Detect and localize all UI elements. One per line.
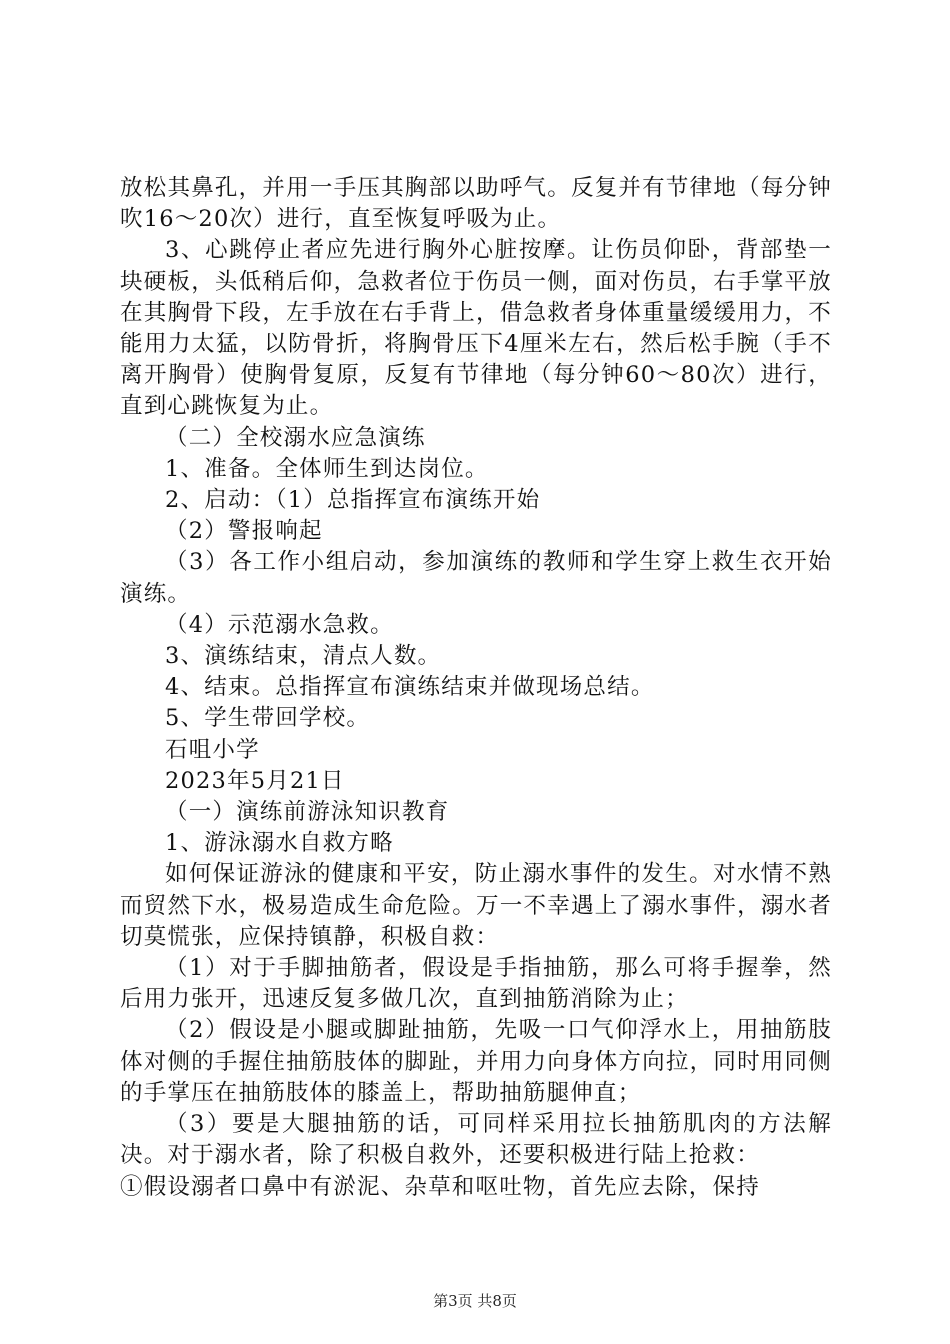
paragraph: ①假设溺者口鼻中有淤泥、杂草和呕吐物，首先应去除，保持 — [120, 1173, 760, 1200]
paragraph: （4）示范溺水急救。 — [165, 611, 394, 638]
page-footer: 第3页 共8页 — [433, 1292, 517, 1310]
paragraph: （3）各工作小组启动，参加演练的教师和学生穿上救生衣开始演练。 — [120, 549, 832, 607]
document-body — [120, 173, 832, 1203]
paragraph: （1）对于手脚抽筋者，假设是手指抽筋，那么可将手握拳，然后用力张开，迅速反复多做几次，直到抽筋消除为止； — [120, 955, 832, 1013]
school-name: 石咀小学 — [165, 736, 260, 763]
paragraph: 放松其鼻孔，并用一手压其胸部以助呼气。反复并有节律地（每分钟吹16～20次）进行，直至恢复呼吸为止。 — [120, 175, 832, 233]
paragraph: （3）要是大腿抽筋的话，可同样采用拉长抽筋肌肉的方法解决。对于溺水者，除了积极自救外，还要积极进行陆上抢救： — [120, 1111, 832, 1169]
paragraph: 如何保证游泳的健康和平安，防止溺水事件的发生。对水情不熟而贸然下水，极易造成生命危险。万一不幸遇上了溺水事件，溺水者切莫慌张，应保持镇静，积极自救： — [120, 861, 832, 950]
section-heading: （二）全校溺水应急演练 — [165, 424, 426, 451]
paragraph: 2、启动：（1）总指挥宣布演练开始 — [165, 487, 541, 514]
paragraph: （2）假设是小腿或脚趾抽筋，先吸一口气仰浮水上，用抽筋肢体对侧的手握住抽筋肢体的脚趾，并用力向身体方向拉，同时用同侧的手掌压在抽筋肢体的膝盖上，帮助抽筋腿伸直； — [120, 1017, 832, 1106]
paragraph: 1、准备。全体师生到达岗位。 — [165, 455, 489, 482]
paragraph: 1、游泳溺水自救方略 — [165, 830, 394, 857]
date: 2023年5月21日 — [165, 767, 345, 794]
paragraph: 4、结束。总指挥宣布演练结束并做现场总结。 — [165, 674, 655, 701]
section-heading: （一）演练前游泳知识教育 — [165, 799, 450, 826]
paragraph: 3、心跳停止者应先进行胸外心脏按摩。让伤员仰卧，背部垫一块硬板，头低稍后仰，急救者位于伤员一侧，面对伤员，右手掌平放在其胸骨下段，左手放在右手背上，借急救者身体重量缓缓用力，不能用力太猛，以防骨折，将胸骨压下4厘米左右，然后松手腕（手不离开胸骨）使胸骨复原，反复有节律地（每分钟60～80次）进行，直到心跳恢复为止。 — [120, 237, 832, 420]
paragraph: 5、学生带回学校。 — [165, 705, 371, 732]
paragraph: （2）警报响起 — [165, 518, 323, 545]
paragraph: 3、演练结束，清点人数。 — [165, 643, 442, 670]
